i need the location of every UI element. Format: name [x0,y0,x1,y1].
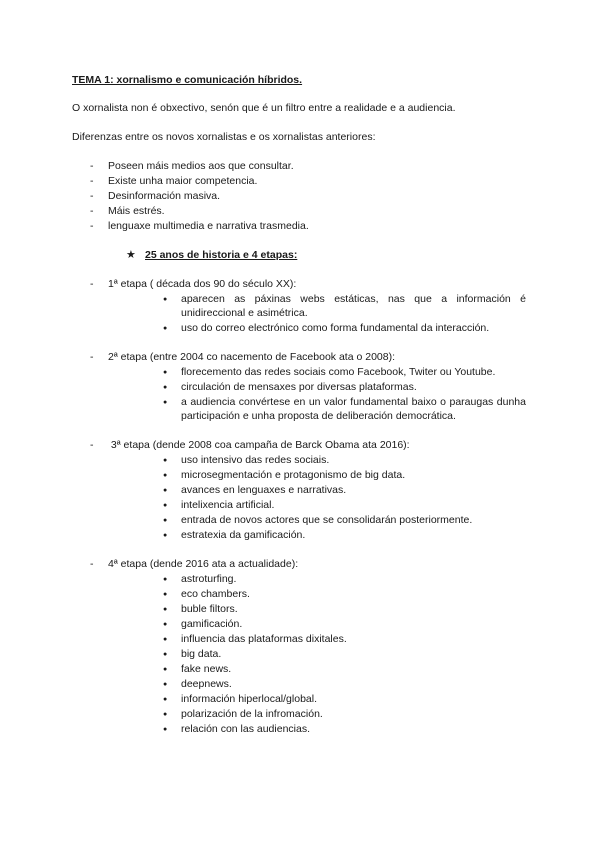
stage-item: entrada de novos actores que se consolidarán posteriormente. [181,514,473,526]
dash-marker: - [90,351,94,363]
history-heading: 25 anos de historia e 4 etapas: [145,249,298,261]
list-item: Poseen máis medios aos que consultar. [108,160,294,172]
bullet-icon: ● [163,457,168,464]
bullet-icon: ● [163,384,168,391]
stage-item: uso intensivo das redes sociais. [181,454,330,466]
bullet-icon: ● [163,576,168,583]
stage-item: estratexia da gamificación. [181,529,306,541]
dash-marker: - [90,205,94,217]
bullet-icon: ● [163,532,168,539]
stage-item: microsegmentación e protagonismo de big data. [181,469,406,481]
stage-item: fake news. [181,663,232,675]
dash-marker: - [90,278,94,290]
stage-item: aparecen as páxinas webs estáticas, nas que a información é unidireccional e asimétrica. [181,293,526,319]
star-icon: ★ [126,249,136,261]
bullet-icon: ● [163,606,168,613]
bullet-icon: ● [163,369,168,376]
bullet-icon: ● [163,399,168,406]
bullet-icon: ● [163,711,168,718]
bullet-icon: ● [163,696,168,703]
stage-item: uso do correo electrónico como forma fundamental da interacción. [181,322,490,334]
list-item: lenguaxe multimedia e narrativa trasmedia. [108,220,309,232]
list-item: Existe unha maior competencia. [108,175,258,187]
differences-heading: Diferenzas entre os novos xornalistas e os xornalistas anteriores: [72,131,376,143]
bullet-icon: ● [163,726,168,733]
list-item: Máis estrés. [108,205,165,217]
bullet-icon: ● [163,502,168,509]
bullet-icon: ● [163,651,168,658]
bullet-icon: ● [163,636,168,643]
stage-label: 2ª etapa (entre 2004 co nacemento de Facebook ata o 2008): [108,351,396,363]
stage-item: información hiperlocal/global. [181,693,317,705]
stage-item: eco chambers. [181,588,250,600]
dash-marker: - [90,190,94,202]
stage-item: relación con las audiencias. [181,723,310,735]
bullet-icon: ● [163,621,168,628]
stage-item: buble filtors. [181,603,238,615]
stage-item: florecemento das redes sociais como Facebook, Twiter ou Youtube. [181,366,496,378]
bullet-icon: ● [163,472,168,479]
bullet-icon: ● [163,591,168,598]
bullet-icon: ● [163,681,168,688]
stage-item: avances en lenguaxes e narrativas. [181,484,347,496]
stage-item: polarización de la infromación. [181,708,323,720]
stage-label: 3ª etapa (dende 2008 coa campaña de Barck Obama ata 2016): [108,439,410,451]
stage-item: intelixencia artificial. [181,499,275,511]
bullet-icon: ● [163,666,168,673]
page-title: TEMA 1: xornalismo e comunicación híbridos. [72,74,303,86]
dash-marker: - [90,558,94,570]
bullet-icon: ● [163,325,168,332]
stage-item: astroturfing. [181,573,237,585]
bullet-icon: ● [163,487,168,494]
list-item: Desinformación masiva. [108,190,221,202]
bullet-icon: ● [163,517,168,524]
stage-label: 4ª etapa (dende 2016 ata a actualidade): [108,558,299,570]
stage-label: 1ª etapa ( década dos 90 do século XX): [108,278,297,290]
bullet-icon: ● [163,296,168,303]
dash-marker: - [90,175,94,187]
dash-marker: - [90,220,94,232]
intro-paragraph: O xornalista non é obxectivo, senón que é un filtro entre a realidade e a audiencia. [72,102,456,114]
dash-marker: - [90,439,94,451]
stage-item: big data. [181,648,222,660]
stage-item: influencia das plataformas dixitales. [181,633,347,645]
stage-item: deepnews. [181,678,232,690]
dash-marker: - [90,160,94,172]
stage-item: circulación de mensaxes por diversas plataformas. [181,381,417,393]
stage-item: gamificación. [181,618,243,630]
stage-item: a audiencia convértese en un valor fundamental baixo o paraugas dunha participación e unha proposta de deliberación democrática. [181,396,526,422]
